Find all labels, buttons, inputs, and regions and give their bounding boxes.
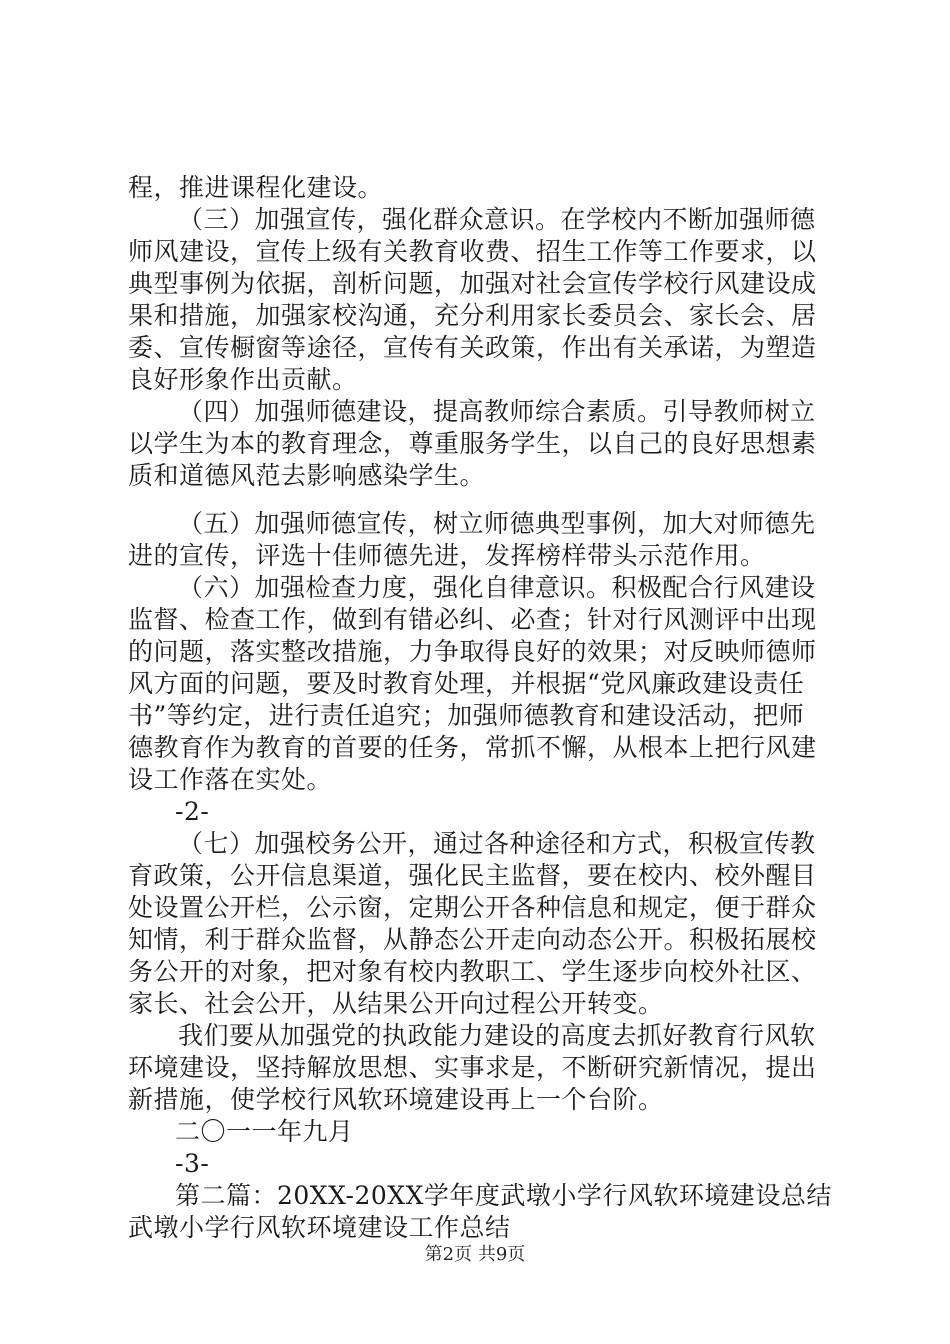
- section-subheading: 武墩小学行风软环境建设工作总结: [128, 1213, 511, 1242]
- line: 我们要从加强党的执政能力建设的高度去抓好教育行风软: [178, 1021, 816, 1050]
- line: 知情，利于群众监督，从静态公开走向动态公开。积极拓展校: [128, 925, 817, 954]
- line: 德教育作为教育的首要的任务，常抓不懈，从根本上把行风建: [128, 733, 817, 762]
- line: （五）加强师德宣传，树立师德典型事例，加大对师德先: [178, 509, 816, 538]
- line: 典型事例为依据，剖析问题，加强对社会宣传学校行风建设成: [128, 269, 817, 298]
- line: 环境建设，坚持解放思想、实事求是，不断研究新情况，提出: [128, 1053, 817, 1082]
- line: 新措施，使学校行风软环境建设再上一个台阶。: [128, 1085, 664, 1114]
- line: （四）加强师德建设，提高教师综合素质。引导教师树立: [178, 397, 816, 426]
- line: （七）加强校务公开，通过各种途径和方式，积极宣传教: [178, 829, 816, 858]
- line: 程，推进课程化建设。: [128, 173, 384, 202]
- page-marker: -2-: [175, 797, 210, 826]
- line: 师风建设，宣传上级有关教育收费、招生工作等工作要求，以: [128, 237, 817, 266]
- line: 处设置公开栏，公示窗，定期公开各种信息和规定，便于群众: [128, 893, 817, 922]
- section-heading: 第二篇：20XX-20XX学年度武墩小学行风软环境建设总结: [175, 1181, 832, 1210]
- line: 以学生为本的教育理念，尊重服务学生，以自己的良好思想素: [128, 429, 817, 458]
- line: （三）加强宣传，强化群众意识。在学校内不断加强师德: [178, 205, 816, 234]
- line: 质和道德风范去影响感染学生。: [128, 461, 486, 490]
- line: 的问题，落实整改措施，力争取得良好的效果；对反映师德师: [128, 637, 817, 666]
- line: （六）加强检查力度，强化自律意识。积极配合行风建设: [178, 573, 816, 602]
- line: 良好形象作出贡献。: [128, 365, 358, 394]
- line: 设工作落在实处。: [128, 765, 333, 794]
- date-line: 二〇一一年九月: [175, 1117, 354, 1146]
- line: 风方面的问题，要及时教育处理，并根据“党风廉政建设责任: [128, 669, 805, 698]
- line: 家长、社会公开，从结果公开向过程公开转变。: [128, 989, 664, 1018]
- line: 果和措施，加强家校沟通，充分利用家长委员会、家长会、居: [128, 301, 817, 330]
- line: 书”等约定，进行责任追究；加强师德教育和建设活动，把师: [128, 701, 805, 730]
- line: 务公开的对象，把对象有校内教职工、学生逐步向校外社区、: [128, 957, 817, 986]
- line: 进的宣传，评选十佳师德先进，发挥榜样带头示范作用。: [128, 541, 766, 570]
- line: 育政策，公开信息渠道，强化民主监督，要在校内、校外醒目: [128, 861, 817, 890]
- page-footer: 第2页 共9页: [424, 1244, 526, 1265]
- line: 监督、检查工作，做到有错必纠、必查；针对行风测评中出现: [128, 605, 817, 634]
- line: 委、宣传橱窗等途径，宣传有关政策，作出有关承诺，为塑造: [128, 333, 817, 362]
- page-marker: -3-: [175, 1149, 210, 1178]
